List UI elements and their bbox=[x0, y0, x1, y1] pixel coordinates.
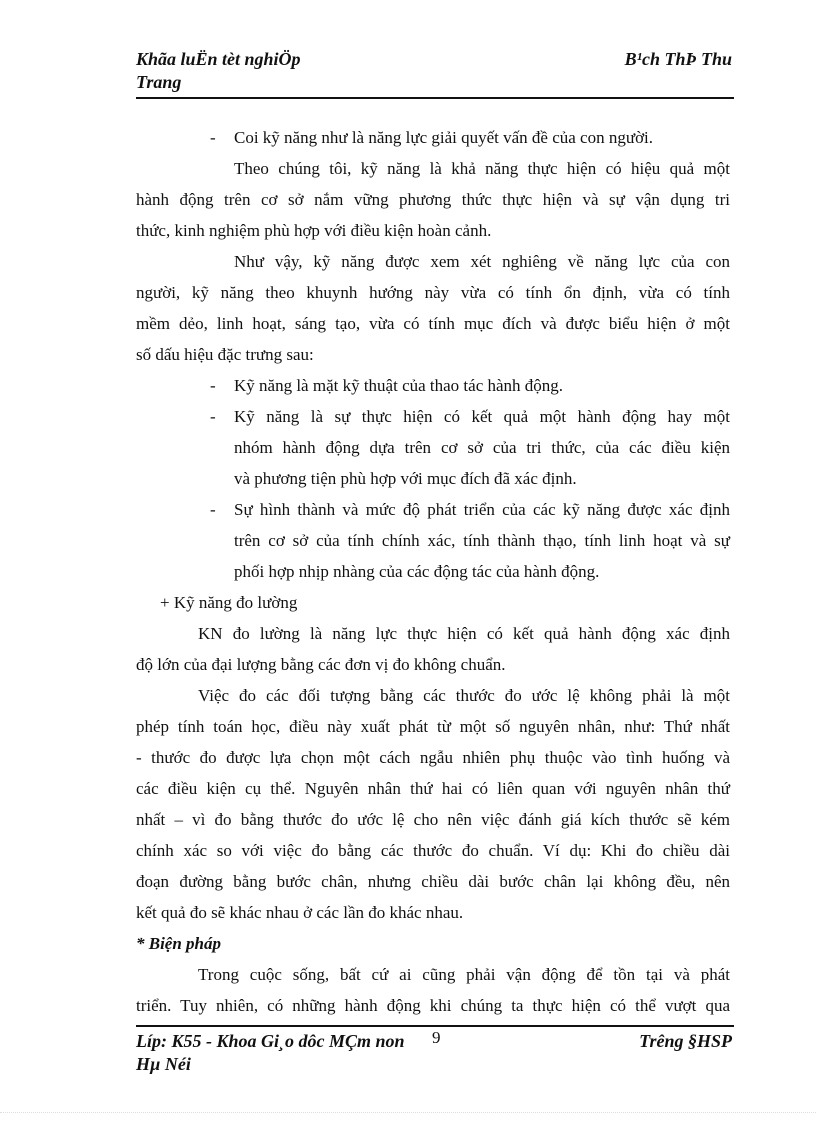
line-text: Trong cuộc sống, bất cứ ai cũng phải vận động để tồn tại và phát bbox=[198, 965, 730, 984]
page-footer bbox=[136, 1030, 734, 1080]
text-line bbox=[136, 959, 730, 990]
bullet-dash: - bbox=[210, 376, 216, 395]
line-text: chính xác so với việc đo bằng các thước đo chuẩn. Ví dụ: Khi đo chiều dài bbox=[136, 841, 730, 860]
bullet-dash: - bbox=[210, 407, 216, 426]
page-number: 9 bbox=[432, 1028, 441, 1047]
bullet-line bbox=[136, 401, 730, 432]
line-text: trên cơ sở của tính chính xác, tính thành thạo, tính linh hoạt và sự bbox=[234, 531, 730, 550]
text-line bbox=[136, 711, 730, 742]
section-heading bbox=[136, 928, 730, 959]
line-text: phối hợp nhịp nhàng của các động tác của hành động. bbox=[234, 562, 600, 581]
document-body bbox=[136, 122, 730, 1021]
page-header bbox=[136, 48, 734, 98]
header-thesis-title: Khãa luËn tèt nghiÖp bbox=[136, 49, 301, 69]
text-line bbox=[136, 308, 730, 339]
text-line bbox=[136, 432, 730, 463]
line-text: - thước đo được lựa chọn một cách ngẫu nhiên phụ thuộc vào tình huống và bbox=[136, 748, 730, 767]
text-line bbox=[136, 649, 730, 680]
line-text: triển. Tuy nhiên, có những hành động khi chúng ta thực hiện có thể vượt qua bbox=[136, 996, 730, 1015]
text-line bbox=[136, 835, 730, 866]
line-text: Việc đo các đối tượng bằng các thước đo ước lệ không phải là một bbox=[198, 686, 730, 705]
line-text: thức, kinh nghiệm phù hợp với điều kiện hoàn cảnh. bbox=[136, 221, 492, 240]
line-text: + Kỹ năng đo lường bbox=[160, 593, 298, 612]
text-line bbox=[136, 525, 730, 556]
text-line bbox=[136, 680, 730, 711]
footer-university: Trêng §HSP bbox=[639, 1031, 732, 1051]
text-line bbox=[136, 773, 730, 804]
page-bottom-dotted-line bbox=[0, 1112, 816, 1113]
text-line bbox=[136, 742, 730, 773]
line-text: Như vậy, kỹ năng được xem xét nghiêng về năng lực của con bbox=[234, 252, 730, 271]
text-line bbox=[136, 339, 730, 370]
line-text: Kỹ năng là sự thực hiện có kết quả một hành động hay một bbox=[234, 407, 730, 426]
text-line bbox=[136, 897, 730, 928]
header-author-name: B¹ch ThÞ Thu bbox=[624, 49, 732, 69]
line-text: số dấu hiệu đặc trưng sau: bbox=[136, 345, 314, 364]
bullet-dash: - bbox=[210, 128, 216, 147]
line-text: Coi kỹ năng như là năng lực giải quyết vấn đề của con người. bbox=[234, 128, 654, 147]
text-line bbox=[136, 277, 730, 308]
line-text: người, kỹ năng theo khuynh hướng này vừa có tính ổn định, vừa có tính bbox=[136, 283, 730, 302]
bullet-line bbox=[136, 122, 730, 153]
bullet-line bbox=[136, 494, 730, 525]
line-text: * Biện pháp bbox=[136, 934, 222, 953]
footer-city: Hµ Néi bbox=[136, 1054, 191, 1074]
line-text: phép tính toán học, điều này xuất phát từ một số nguyên nhân, như: Thứ nhất bbox=[136, 717, 730, 736]
text-line bbox=[136, 866, 730, 897]
line-text: đoạn đường bằng bước chân, nhưng chiều dài bước chân lại không đều, nên bbox=[136, 872, 730, 891]
line-text: Theo chúng tôi, kỹ năng là khả năng thực hiện có hiệu quả một bbox=[234, 159, 730, 178]
line-text: Kỹ năng là mặt kỹ thuật của thao tác hành động. bbox=[234, 376, 564, 395]
text-line bbox=[136, 246, 730, 277]
text-line bbox=[136, 618, 730, 649]
text-line bbox=[136, 556, 730, 587]
line-text: Sự hình thành và mức độ phát triển của các kỹ năng được xác định bbox=[234, 500, 730, 519]
line-text: và phương tiện phù hợp với mục đích đã xác định. bbox=[234, 469, 577, 488]
footer-class-info: Líp: K55 - Khoa Gi¸o dôc MÇm non bbox=[136, 1031, 405, 1051]
line-text: các điều kiện cụ thể. Nguyên nhân thứ hai có liên quan với nguyên nhân thứ bbox=[136, 779, 730, 798]
line-text: kết quả đo sẽ khác nhau ở các lần đo khác nhau. bbox=[136, 903, 464, 922]
line-text: độ lớn của đại lượng bằng các đơn vị đo không chuẩn. bbox=[136, 655, 506, 674]
line-text: mềm dẻo, linh hoạt, sáng tạo, vừa có tính mục đích và được biểu hiện ở một bbox=[136, 314, 730, 333]
text-line bbox=[136, 463, 730, 494]
text-line bbox=[136, 990, 730, 1021]
header-rule bbox=[136, 97, 734, 99]
header-author-name-cont: Trang bbox=[136, 72, 182, 92]
text-line bbox=[136, 587, 730, 618]
line-text: nhất – vì đo bằng thước đo ước lệ cho nên việc đánh giá kích thước sẽ kém bbox=[136, 810, 730, 829]
line-text: nhóm hành động dựa trên cơ sở của tri thức, của các điều kiện bbox=[234, 438, 730, 457]
text-line bbox=[136, 153, 730, 184]
bullet-line bbox=[136, 370, 730, 401]
bullet-dash: - bbox=[210, 500, 216, 519]
line-text: hành động trên cơ sở nắm vững phương thức thực hiện và sự vận dụng tri bbox=[136, 190, 730, 209]
text-line bbox=[136, 184, 730, 215]
text-line bbox=[136, 215, 730, 246]
text-line bbox=[136, 804, 730, 835]
line-text: KN đo lường là năng lực thực hiện có kết quả hành động xác định bbox=[198, 624, 730, 643]
